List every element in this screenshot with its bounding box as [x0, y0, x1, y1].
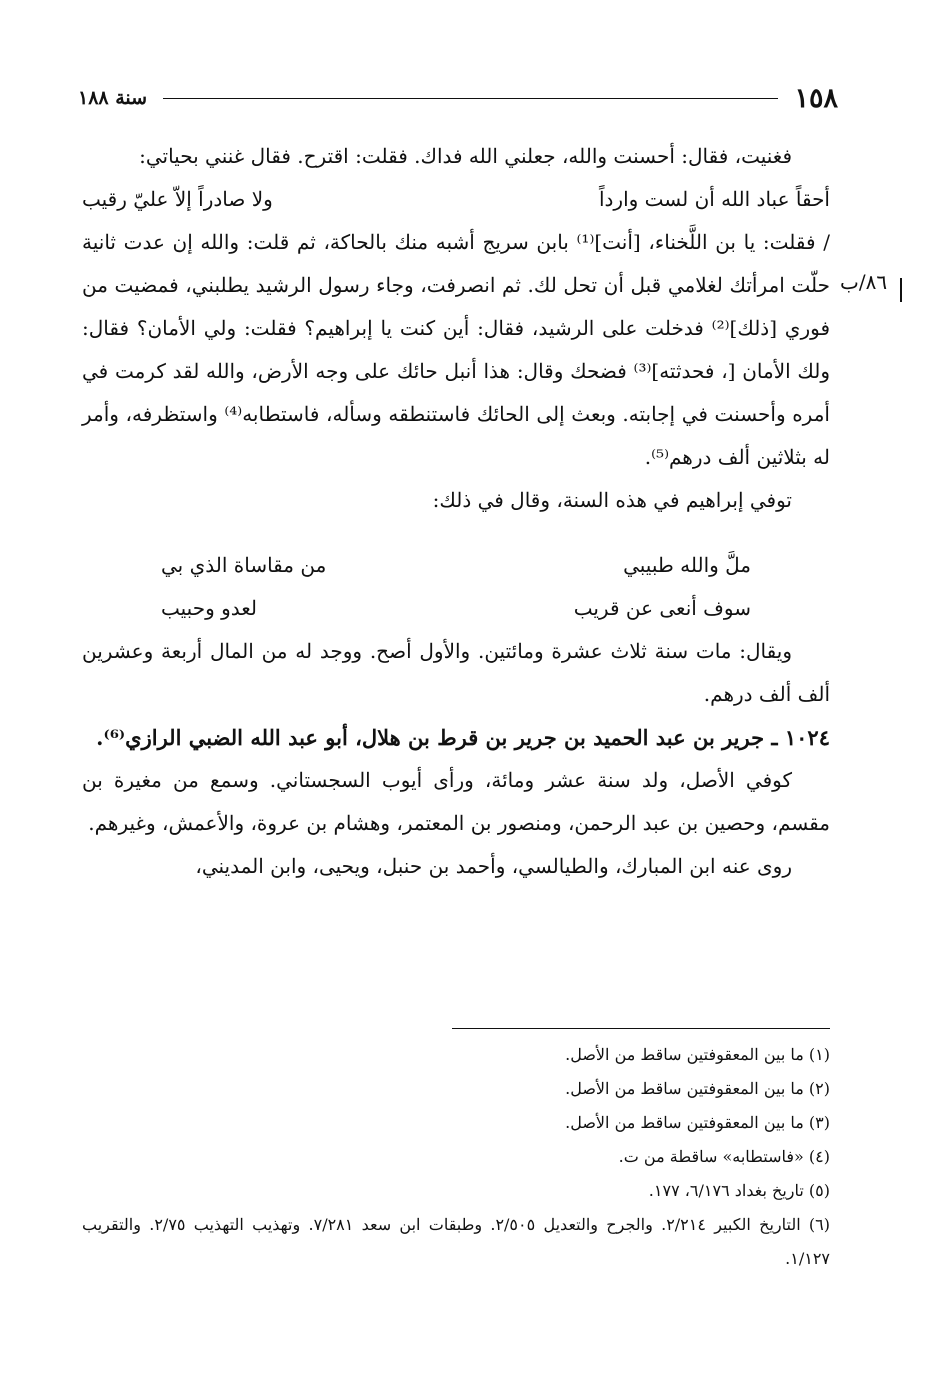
page-number: ١٥٨: [794, 82, 838, 114]
paragraph-5: كوفي الأصل، ولد سنة عشر ومائة، ورأى أيوب السجستاني. وسمع من مغيرة بن مقسم، وحصين بن عبد الرحمن، ومنصور بن المعتمر، وهشام بن عروة، والأعمش، وغيرهم.: [82, 768, 830, 835]
margin-marker-bar: [900, 278, 902, 302]
footnote-2: (٢) ما بين المعقوفتين ساقط من الأصل.: [565, 1079, 830, 1098]
running-title-year: سنة ١٨٨: [78, 87, 148, 109]
header-rule: [163, 98, 778, 99]
footnote-1: (١) ما بين المعقوفتين ساقط من الأصل.: [565, 1045, 830, 1064]
paragraph-3: توفي إبراهيم في هذه السنة، وقال في ذلك:: [432, 488, 792, 512]
entry-heading: ١٠٢٤ ـ جرير بن عبد الحميد بن جرير بن قرط بن هلال، أبو عبد الله الضبي الرازي⁽⁶⁾.: [96, 725, 830, 750]
footnote-separator: [452, 1028, 830, 1029]
footnotes: [82, 1038, 830, 1276]
verse-2-second-hemistich: من مقاساة الذي بي: [161, 553, 327, 577]
verse-2-first-hemistich: ملَّ والله طبيبي: [623, 553, 751, 577]
paragraph-6: روى عنه ابن المبارك، والطيالسي، وأحمد بن حنبل، ويحيى، وابن المديني،: [195, 854, 792, 878]
spacer: [82, 522, 830, 544]
verse-1-second-hemistich: ولا صادراً إلاّ عليّ رقيب: [82, 187, 273, 211]
footnote-3: (٣) ما بين المعقوفتين ساقط من الأصل.: [565, 1113, 830, 1132]
verse-1-first-hemistich: أحقاً عباد الله أن لست وارداً: [598, 187, 830, 211]
verse-line-2: [161, 544, 751, 587]
verse-line-3: [161, 587, 751, 630]
footnote-5: (٥) تاريخ بغداد ٦/١٧٦، ١٧٧.: [648, 1181, 830, 1200]
verse-3-second-hemistich: لعدو وحبيب: [161, 596, 257, 620]
verse-3-first-hemistich: سوف أنعى عن قريب: [573, 596, 751, 620]
footnote-4: (٤) «فاستطابه» ساقطة من ت.: [618, 1147, 830, 1166]
running-header: [78, 78, 838, 118]
main-text: [82, 135, 830, 888]
footnote-6: (٦) التاريخ الكبير ٢/٢١٤. والجرح والتعديل ٢/٥٠٥. وطبقات ابن سعد ٧/٢٨١. وتهذيب التهذيب ٢/٧٥. والتقريب ١/١٢٧.: [82, 1215, 831, 1268]
paragraph-2: / فقلت: يا بن اللَّخناء، [أنت]⁽¹⁾ بابن سريج أشبه منك بالحاكة، ثم قلت: والله إن عدت ثانية حلّت امرأتك لغلامي قبل أن تحل لك. ثم انصرفت، وجاء رسول الرشيد يطلبني، فمضيت من فوري [ذلك]⁽²⁾ فدخلت على الرشيد، فقال: أين كنت يا إبراهيم؟ فقلت: ولي الأمان؟ فقال: ولك الأمان [، فحدثته]⁽³⁾ فضحك وقال: هذا أنبل حائك على وجه الأرض، والله لقد كرمت في أمره وأحسنت في إجابته. وبعث إلى الحائك فاستنطقه وسأله، فاستطابه⁽⁴⁾ واستظرفه، وأمر له بثلاثين ألف درهم⁽⁵⁾.: [82, 230, 831, 469]
paragraph-1: فغنيت، فقال: أحسنت والله، جعلني الله فداك. فقلت: اقترح. فقال غنني بحياتي:: [139, 144, 792, 168]
paragraph-4: ويقال: مات سنة ثلاث عشرة ومائتين. والأول أصح. ووجد له من المال أربعة وعشرين ألف ألف درهم.: [82, 639, 830, 706]
verse-line-1: [82, 178, 830, 221]
manuscript-folio-ref: ٨٦/ب: [840, 270, 888, 294]
